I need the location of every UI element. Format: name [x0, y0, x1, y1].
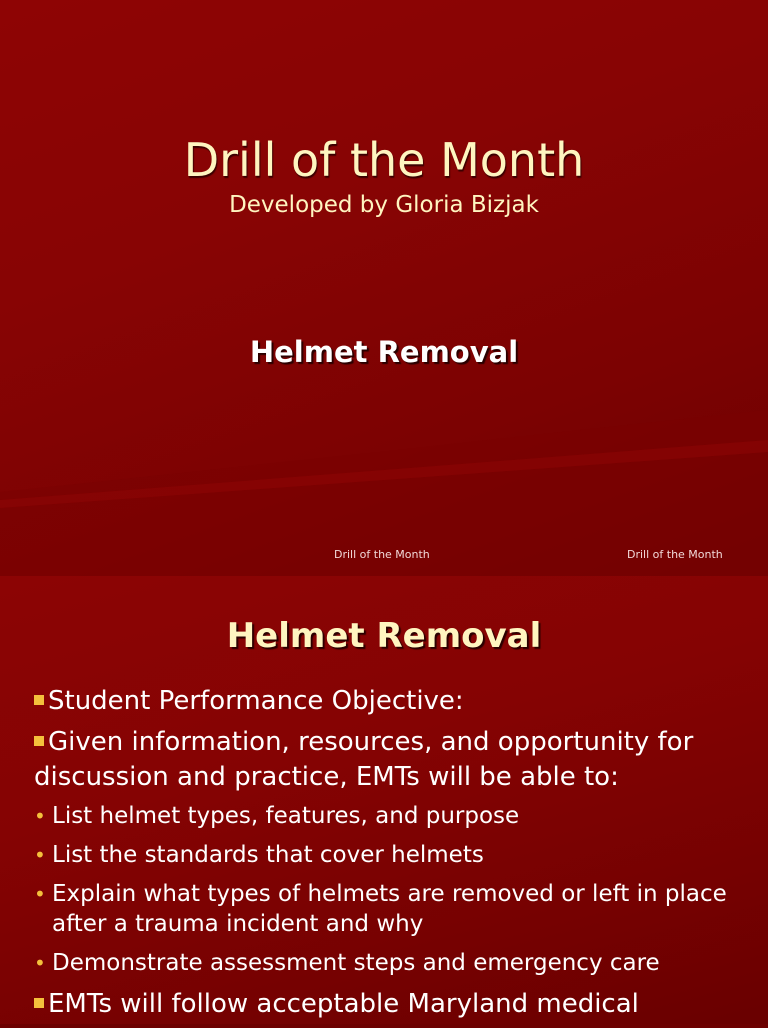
square-bullet-icon [34, 998, 44, 1008]
bullet-text: Given information, resources, and opportunity for discussion and practice, EMTs will be able to: [34, 727, 694, 792]
sub-bullet-text: Demonstrate assessment steps and emergency care [52, 950, 660, 976]
slide-topic-heading: Helmet Removal [249, 335, 519, 369]
sub-bullet-item [34, 801, 744, 831]
bullet-list [34, 684, 744, 1028]
bullet-item [34, 684, 744, 719]
slide-subtitle: Developed by Gloria Bizjak [229, 192, 539, 218]
bullet-item [34, 725, 744, 795]
footer-label-right: Drill of the Month [627, 548, 723, 561]
sub-bullet-text: Explain what types of helmets are removed or left in place after a trauma incident and why [52, 881, 727, 937]
footer-label-left: Drill of the Month [334, 548, 430, 561]
sub-bullet-text: List helmet types, features, and purpose [52, 803, 520, 829]
sub-bullet-item [34, 840, 744, 870]
bullet-text: Student Performance Objective: [48, 686, 464, 716]
slide-title-text: Drill of the Month [183, 133, 585, 187]
sub-bullet-item [34, 879, 744, 939]
dot-bullet-icon: • [34, 804, 46, 828]
sub-bullet-item [34, 948, 744, 978]
square-bullet-icon [34, 695, 44, 705]
dot-bullet-icon: • [34, 843, 46, 867]
dot-bullet-icon: • [34, 882, 46, 906]
square-bullet-icon [34, 736, 44, 746]
sub-bullet-text: List the standards that cover helmets [52, 842, 484, 868]
bullet-text: EMTs will follow acceptable Maryland medical [48, 989, 639, 1019]
dot-bullet-icon: • [34, 951, 46, 975]
bullet-item [34, 987, 744, 1022]
objectives-title: Helmet Removal [226, 616, 542, 656]
